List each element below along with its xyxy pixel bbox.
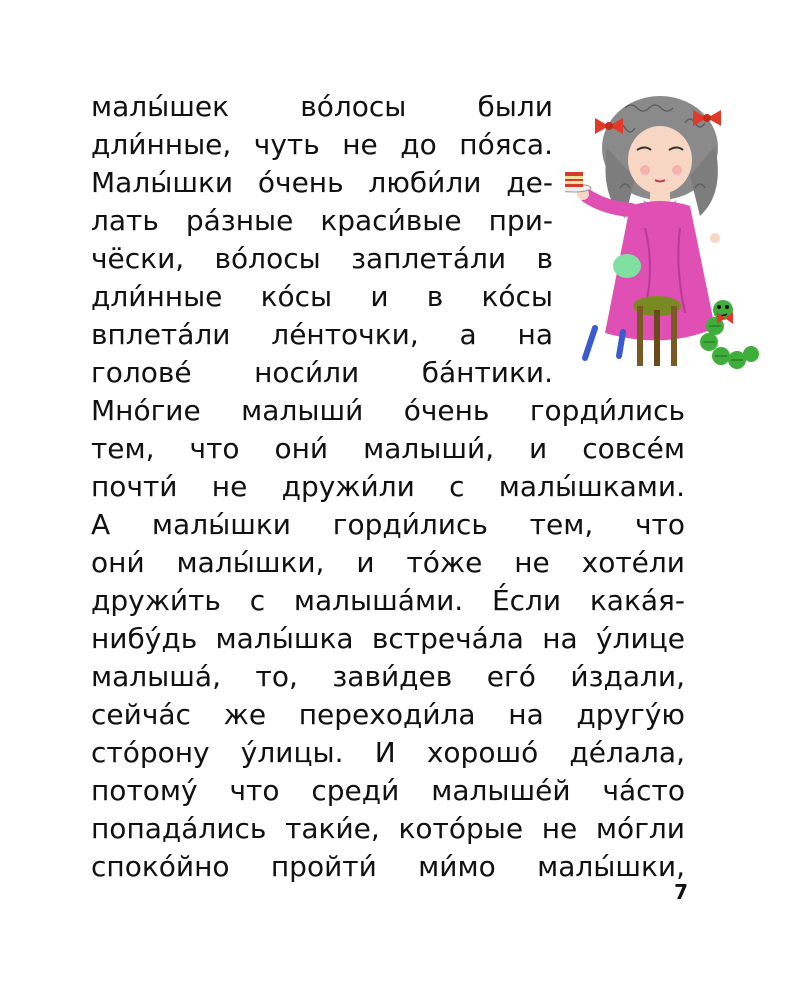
text-line: они́ малы́шки, и то́же не хоте́ли: [91, 546, 685, 579]
text-line: сто́рону у́лицы. И хорошо́ де́лала,: [91, 736, 685, 769]
text-line: почти́ не дружи́ли с малы́шками.: [91, 470, 685, 503]
text-line: малыша́, то, зави́дев его́ и́здали,: [91, 660, 685, 693]
text-line: попада́лись таки́е, кото́рые не мо́гли: [91, 812, 685, 845]
text-line: дружи́ть с малыша́ми. Е́сли кака́я-: [91, 584, 685, 617]
text-line: Малы́шки о́чень люби́ли де-: [91, 166, 553, 199]
text-line: тем, что они́ малыши́, и совсе́м: [91, 432, 685, 465]
text-line: споко́йно пройти́ ми́мо малы́шки,: [91, 850, 685, 883]
text-line: дли́нные, чуть не до по́яса.: [91, 128, 553, 161]
text-line: сейча́с же переходи́ла на другу́ю: [91, 698, 685, 731]
text-line: малы́шек во́лосы были: [91, 90, 553, 123]
text-line: потому́ что среди́ малыше́й ча́сто: [91, 774, 685, 807]
text-line: Мно́гие малыши́ о́чень горди́лись: [91, 394, 685, 427]
text-line: чёски, во́лосы заплета́ли в: [91, 242, 553, 275]
text-line: голове́ носи́ли ба́нтики.: [91, 356, 553, 389]
text-line: лать ра́зные краси́вые при-: [91, 204, 553, 237]
page-number: 7: [674, 880, 688, 904]
text-line: А малы́шки горди́лись тем, что: [91, 508, 685, 541]
text-line: нибу́дь малы́шка встреча́ла на у́лице: [91, 622, 685, 655]
text-line: вплета́ли ле́нточки, а на: [91, 318, 553, 351]
text-line: дли́нные ко́сы и в ко́сы: [91, 280, 553, 313]
girl-illustration: [565, 88, 765, 388]
